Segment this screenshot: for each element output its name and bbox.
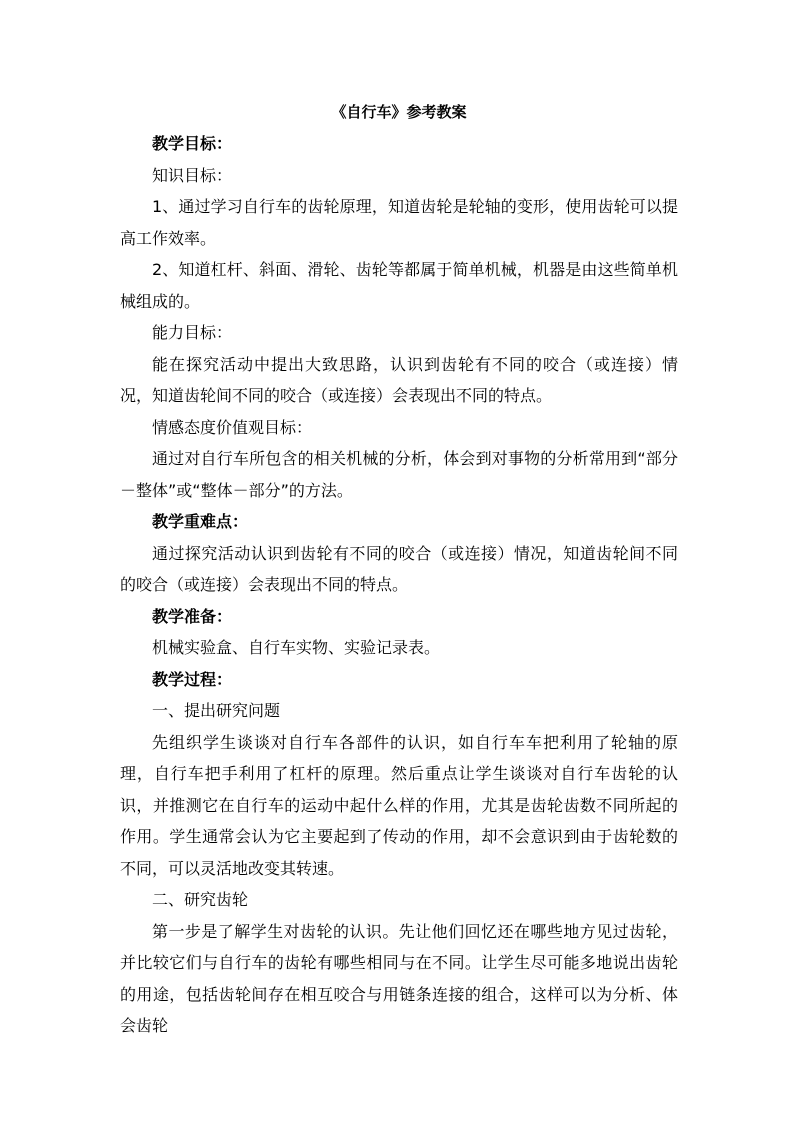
paragraph-knowledge-2: 2、知道杠杆、斜面、滑轮、齿轮等都属于简单机械，机器是由这些简单机械组成的。 — [120, 260, 678, 311]
subheading-emotion-goals: 情感态度价值观目标： — [152, 417, 313, 437]
heading-key-difficulties: 教学重难点： — [152, 512, 249, 531]
paragraph-preparation: 机械实验盒、自行车实物、实验记录表。 — [152, 638, 441, 657]
document-page — [120, 98, 678, 1042]
paragraph-key-difficulties: 通过探究活动认识到齿轮有不同的咬合（或连接）情况，知道齿轮间不同的咬合（或连接）会表现出不同的特点。 — [120, 543, 678, 594]
heading-teaching-goals: 教学目标： — [152, 134, 233, 153]
subheading-step-2: 二、研究齿轮 — [152, 890, 249, 909]
subheading-knowledge-goals: 知识目标： — [152, 165, 233, 185]
document-title: 《自行车》参考教案 — [331, 103, 467, 121]
heading-teaching-process: 教学过程： — [152, 669, 233, 689]
paragraph-step-2: 第一步是了解学生对齿轮的认识。先让他们回忆还在哪些地方见过齿轮，并比较它们与自行车的齿轮有哪些相同与在不同。让学生尽可能多地说出齿轮的用途，包括齿轮间存在相互咬合与用链条连接的组合，这样可以为分析、体会齿轮 — [120, 921, 678, 1035]
heading-preparation: 教学准备： — [152, 606, 233, 626]
subheading-step-1: 一、提出研究问题 — [152, 701, 281, 720]
paragraph-ability: 能在探究活动中提出大致思路，认识到齿轮有不同的咬合（或连接）情况，知道齿轮间不同的咬合（或连接）会表现出不同的特点。 — [120, 354, 678, 405]
subheading-ability-goals: 能力目标： — [152, 323, 233, 342]
paragraph-step-1: 先组织学生谈谈对自行车各部件的认识，如自行车车把利用了轮轴的原理，自行车把手利用了杠杆的原理。然后重点让学生谈谈对自行车齿轮的认识，并推测它在自行车的运动中起什么样的作用，尤其是齿轮齿数不同所起的作用。学生通常会认为它主要起到了传动的作用，却不会意识到由于齿轮数的不同，可以灵活地改变其转速。 — [120, 732, 678, 878]
paragraph-knowledge-1: 1、通过学习自行车的齿轮原理，知道齿轮是轮轴的变形，使用齿轮可以提高工作效率。 — [120, 197, 678, 248]
paragraph-emotion: 通过对自行车所包含的相关机械的分析，体会到对事物的分析常用到“部分－整体”或“整体－部分”的方法。 — [120, 449, 678, 500]
